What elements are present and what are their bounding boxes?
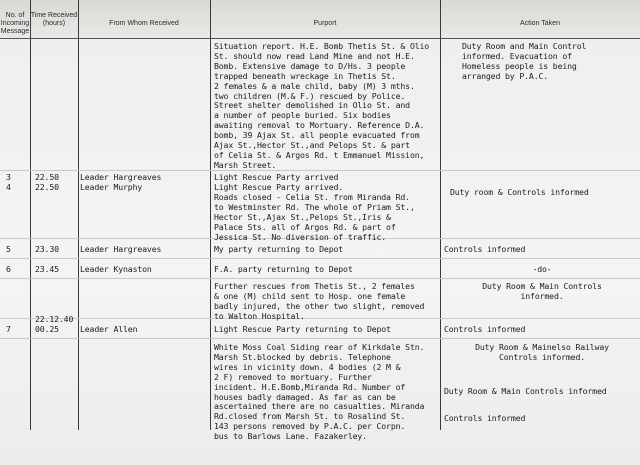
entry-action: Controls informed: [444, 413, 526, 423]
entry-from: Leader Hargreaves: [80, 244, 162, 254]
header-rule: [0, 38, 640, 39]
entry-body: Situation report. H.E. Bomb Thetis St. & Olio St. should now read Land Mine and not H.E. Bomb. Extensive damage to D/Hs. 3 people trapped beneath wreckage in Thetis St. 2 females & a male child, baby (M) 3 mths. two children (M.& F.) rescued by Police. Street shelter demolished in Olio St. and a number of people buried. Six bodies awaiting removal to Mortuary. Reference D.A. bomb, 39 Ajax St. all people evacuated from Ajax St.,Hector St.,and Pelops St. & part of Celia St. & Argos Rd. t Emmanuel Mission, Marsh Street.: [214, 41, 430, 170]
header-band: [0, 0, 640, 38]
entry-time: 22.12.40 00.25: [35, 314, 74, 334]
entry-number: 5: [6, 244, 11, 254]
entry-number: 4: [6, 182, 11, 192]
column-divider: [78, 0, 79, 430]
entry-number: 6: [6, 264, 11, 274]
entry-from: Leader Murphy: [80, 182, 143, 192]
entry-time: 22.50: [35, 172, 59, 182]
entry-number: 7: [6, 324, 11, 334]
entry-action: Duty Room and Main Control informed. Evacuation of Homeless people is being arranged by P.A.C.: [462, 41, 587, 81]
entry-time: 22.50: [35, 182, 59, 192]
entry-time: 23.45: [35, 264, 59, 274]
header-time: Time Received (hours): [30, 12, 78, 27]
entry-body: F.A. party returning to Depot: [214, 264, 353, 274]
row-rule: [0, 258, 640, 259]
row-rule: [0, 278, 640, 279]
entry-action: Duty Room & Mainelso Railway Controls informed.: [475, 342, 609, 362]
entry-body: Light Rescue Party arrived: [214, 172, 339, 182]
entry-action: Controls informed: [444, 324, 526, 334]
entry-number: 3: [6, 172, 11, 182]
entry-from: Leader Allen: [80, 324, 138, 334]
row-rule: [0, 338, 640, 339]
header-purport: Purport: [313, 20, 337, 27]
entry-body: White Moss Coal Siding rear of Kirkdale Stn. Marsh St.blocked by debris. Telephone wires in vicinity down. 4 bodies (2 M & 2 F) removed to mortuary. Further incident. H.E.Bomb,Miranda Rd. Number of houses badly damaged. As far as can be ascertained there are no casualties. Miranda Rd.closed from Marsh St. to Rosalind St. 143 persons removed by P.A.C. per Corpn. bus to Barlows Lane. Fazakerley.: [214, 342, 425, 442]
column-divider: [440, 0, 441, 430]
entry-action: Duty room & Controls informed: [450, 187, 589, 197]
column-divider: [30, 0, 31, 430]
entry-time: 23.30: [35, 244, 59, 254]
entry-action: Duty Room & Main Controls informed: [444, 386, 607, 396]
entry-from: Leader Kynaston: [80, 264, 152, 274]
column-divider: [210, 0, 211, 430]
header-action: Action Taken: [520, 20, 560, 27]
entry-body: Light Rescue Party returning to Depot: [214, 324, 391, 334]
entry-action: -do-: [532, 264, 552, 274]
entry-body: Light Rescue Party arrived. Roads closed - Celia St. from Miranda Rd. to Westminster Rd. The whole of Priam St., Hector St.,Ajax St.,Pelops St.,Iris & Palace Sts. all of Argos Rd. & part of Jessica St. No diversion of traffic.: [214, 182, 415, 242]
header-from: From Whom Received: [109, 20, 179, 27]
entry-action: Controls informed: [444, 244, 526, 254]
entry-from: Leader Hargreaves: [80, 172, 162, 182]
entry-action: Duty Room & Main Controls informed.: [482, 281, 602, 301]
header-no: No. of Incoming Message: [0, 12, 30, 35]
entry-body: My party returning to Depot: [214, 244, 344, 254]
entry-body: Further rescues from Thetis St., 2 females & one (M) child sent to Hosp. one female badly injured, the other two slight, removed to Walton Hospital.: [214, 281, 425, 321]
